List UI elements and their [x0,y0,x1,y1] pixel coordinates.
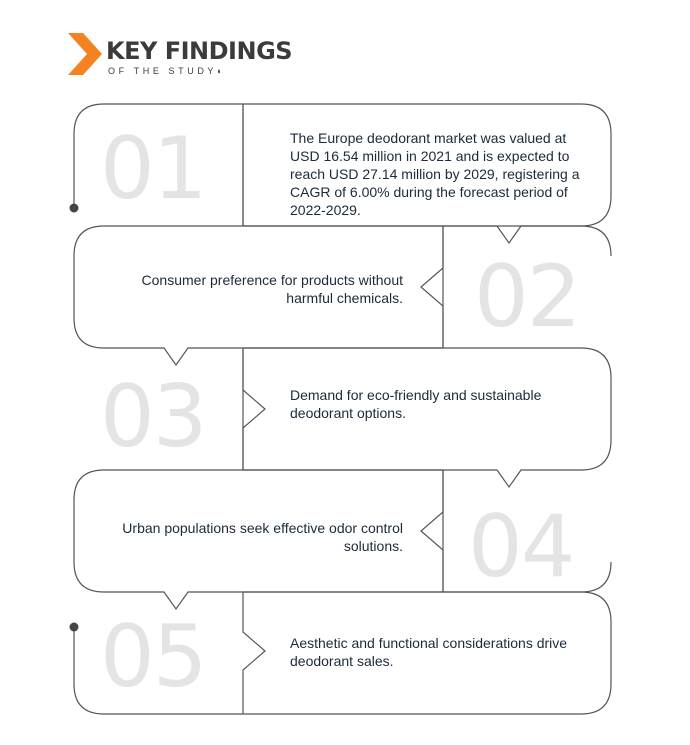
connector-dot-bottom [70,623,79,632]
finding-2-number: 02 [474,247,580,347]
finding-5-text: Aesthetic and functional considerations drive deodorant sales. [290,635,568,669]
finding-4-number: 04 [468,497,574,597]
finding-1-number: 01 [100,119,206,219]
page-subtitle: OF THE STUDY [108,66,218,76]
subtitle-mark-icon: ◖ [216,66,222,76]
finding-3-text: Demand for eco-friendly and sustainable deodorant options. [290,387,542,421]
connector-dot-top [70,204,79,213]
finding-3-number: 03 [100,367,206,467]
finding-2-text: Consumer preference for products without harmful chemicals. [141,272,403,306]
finding-5-number: 05 [100,607,206,707]
finding-1-text: The Europe deodorant market was valued at USD 16.54 million in 2021 and is expected to reach USD 27.14 million by 2029, registering a CAGR of 6.00% during the forecast period of 2022-2029. [290,130,580,218]
finding-4-text: Urban populations seek effective odor control solutions. [122,520,403,554]
page-title: KEY FINDINGS [106,37,293,65]
finding-5-notch [243,592,265,714]
